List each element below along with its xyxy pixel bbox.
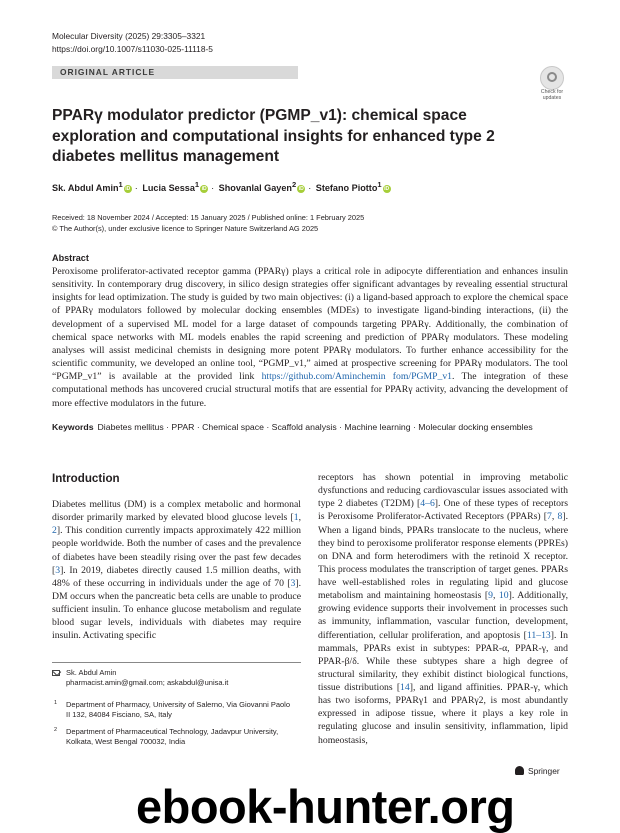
citation-link[interactable]: 4–6 [420, 498, 435, 510]
dates-line: Received: 18 November 2024 / Accepted: 15 January 2025 / Published online: 1 February 2025 [52, 213, 365, 222]
citation-link[interactable]: 9 [488, 590, 493, 602]
author-name[interactable]: Stefano Piotto [315, 183, 378, 194]
author-affiliation: 1 [118, 180, 123, 189]
body-text: ]. When a ligand binds, PPARs translocate to the nucleus, where they bind to peroxisome proliferator response elements (PPREs) on DNA and form heterodimers with the retinoid X receptor. This process modulates the transcription of target genes. PPARs have well-established roles in regulating lipid and glucose metabolism and maintaining homeostasis [ [318, 511, 569, 602]
envelope-icon [52, 670, 60, 676]
check-updates-icon [540, 66, 564, 90]
citation-link[interactable]: 1 [293, 512, 299, 524]
article-type-label: ORIGINAL ARTICLE [60, 67, 156, 77]
article-type-badge [52, 66, 298, 79]
citation-link[interactable]: 2 [52, 525, 57, 537]
article-title: PPARγ modulator predictor (PGMP_v1): chemical space exploration and computational insights for enhanced type 2 diabetes mellitus management [52, 107, 495, 166]
introduction-heading: Introduction [52, 472, 120, 485]
orcid-icon[interactable]: iD [201, 186, 207, 193]
publication-dates [52, 213, 364, 234]
copyright-line: © The Author(s), under exclusive licence to Springer Nature Switzerland AG 2025 [52, 223, 319, 233]
citation-link[interactable]: 7 [547, 511, 552, 523]
introduction-column-right [318, 471, 568, 747]
journal-citation: Molecular Diversity (2025) 29:3305–3321 [52, 31, 206, 41]
keywords-list: Diabetes mellitus · PPAR · Chemical space · Scaffold analysis · Machine learning · Molecular docking ensembles [97, 422, 533, 432]
publisher-logo [515, 766, 560, 776]
abstract-heading: Abstract [52, 253, 89, 263]
github-link[interactable]: https://github.com/Aminchemin fom/PGMP_v1 [261, 371, 453, 383]
orcid-icon[interactable]: iD [298, 186, 304, 193]
author-name[interactable]: Shovanlal Gayen [218, 183, 292, 194]
author-list [52, 180, 572, 193]
author-name[interactable]: Lucia Sessa [142, 183, 195, 194]
abstract-text [52, 265, 568, 410]
citation-link[interactable]: 3 [55, 564, 61, 576]
springer-horse-icon [515, 766, 524, 775]
abstract-body-end: . The integration of these computational methods has uncovered crucial structural motifs that are essential for PPARγ activity, advancing the development of more effective modulators in the future. [52, 371, 568, 409]
abstract-body: Peroxisome proliferator-activated receptor gamma (PPARγ) plays a critical role in adipocyte differentiation and enhances insulin sensitivity. In contemporary drug discovery, in silico design strategies offer significant advantages by revealing essential structural insights for lead optimization. The study is guided by two main objectives: (i) a ligand-based approach to explore the chemical space of PPARγ modulators followed by molecular docking ensembles (MDEs) to investigate ligand-binding interactions, (ii) the development of a supervised ML model for a large dataset of compounds targeting PPARγ. Additionally, the combination of chemical space networks with ML models enables the rapid screening and prediction of PPARγ modulators. These modeling analyses will assist medicinal chemists in designing more potent PPARγ modulators. To further enhance accessibility for the scientific community, we developed an online tool, “PGMP_v1,” aimed at prospective screening for PPARγ modulators. The tool “PGMP_v1” is available at the provided link [52, 266, 568, 383]
body-text: ]. This condition currently impacts approximately 422 million people worldwide. Both the number of cases and the prevalence of diabetes have been steadily rising over the past few decades [ [52, 525, 301, 576]
citation-link[interactable]: 14 [400, 682, 410, 693]
body-text: ]. In 2019, diabetes directly caused 1.5 million deaths, with 48% of these occurring in individuals under the age of 70 [ [52, 564, 301, 589]
body-text: receptors has shown potential in improving metabolic dysfunctions and reducing cardiovascular issues associated with type 2 diabetes (T2DM) [ [318, 472, 568, 510]
affiliation-number: 1 [54, 700, 58, 706]
citation-link[interactable]: 10 [498, 590, 509, 602]
keywords-label: Keywords [52, 422, 94, 432]
check-updates-label: Check for updates [540, 89, 564, 101]
body-text: , [298, 512, 301, 524]
body-text: , [492, 590, 499, 602]
affiliation-text: Department of Pharmaceutical Technology, Jadavpur University, Kolkata, West Bengal 700032, India [66, 727, 279, 746]
corresponding-email[interactable]: pharmacist.amin@gmail.com; askabdul@unisa.it [66, 677, 229, 687]
body-text: ]. DM occurs when the pancreatic beta cells are unable to produce sufficient insulin. To enhance glucose metabolism and regulate blood sugar levels, individuals with diabetes may require insulin. Activating specific [52, 577, 301, 642]
keywords [52, 421, 552, 433]
orcid-icon[interactable]: iD [384, 186, 390, 193]
doi-link[interactable]: https://doi.org/10.1007/s11030-025-11118-5 [52, 43, 213, 54]
author-affiliation: 1 [194, 180, 200, 189]
citation-link[interactable]: 3 [290, 577, 296, 589]
author-separator: · [211, 183, 215, 194]
author-affiliation: 2 [291, 180, 297, 189]
author-affiliation: 1 [377, 180, 382, 189]
orcid-icon[interactable]: iD [125, 186, 131, 193]
body-text: ]. Additionally, growing evidence supports their involvement in processes such as immunity, inflammation, vascular function, development, differentiation, cellular proliferation, and apoptosis [ [318, 590, 568, 641]
check-for-updates-button[interactable] [536, 66, 568, 102]
author-separator: · [134, 183, 138, 194]
body-text: Diabetes mellitus (DM) is a complex metabolic and hormonal disorder primarily marked by elevated blood glucose levels [ [52, 499, 301, 524]
watermark: ebook-hunter.org [136, 780, 515, 833]
affiliation-text: Department of Pharmacy, University of Salerno, Via Giovanni Paolo II 132, 84084 Fisciano, SA, Italy [66, 700, 290, 719]
journal-info [52, 30, 213, 55]
citation-link[interactable]: 11–13 [526, 629, 551, 641]
introduction-column-left [52, 498, 301, 642]
author-separator: · [308, 183, 312, 194]
body-text: ]. One of these types of receptors is Peroxisome Proliferator-Activated Receptors (PPARs) [ [318, 498, 569, 523]
author-name[interactable]: Sk. Abdul Amin [52, 183, 119, 194]
citation-link[interactable]: 8 [557, 511, 563, 523]
footnote-divider [52, 662, 301, 663]
corresponding-name: Sk. Abdul Amin [66, 668, 117, 677]
body-text: ]. In mammals, PPARs exist in subtypes: PPAR-α, PPAR-γ, and PPAR-β/δ. While these subtypes share a high degree of structural similarity, they exhibit distinct biological functions, tissue distributions [ [318, 629, 568, 693]
body-text: , [551, 511, 558, 523]
publisher-name: Springer [528, 766, 560, 776]
body-text: ], and ligand affinities. PPAR-γ, which has two isoforms, PPARγ1 and PPARγ2, is most abundantly expressed in adipose tissue, where it plays a key role in regulating glucose and insulin sensitivity, inflammation, lipid homeostasis, [318, 682, 568, 746]
affiliation-number: 2 [54, 727, 58, 733]
